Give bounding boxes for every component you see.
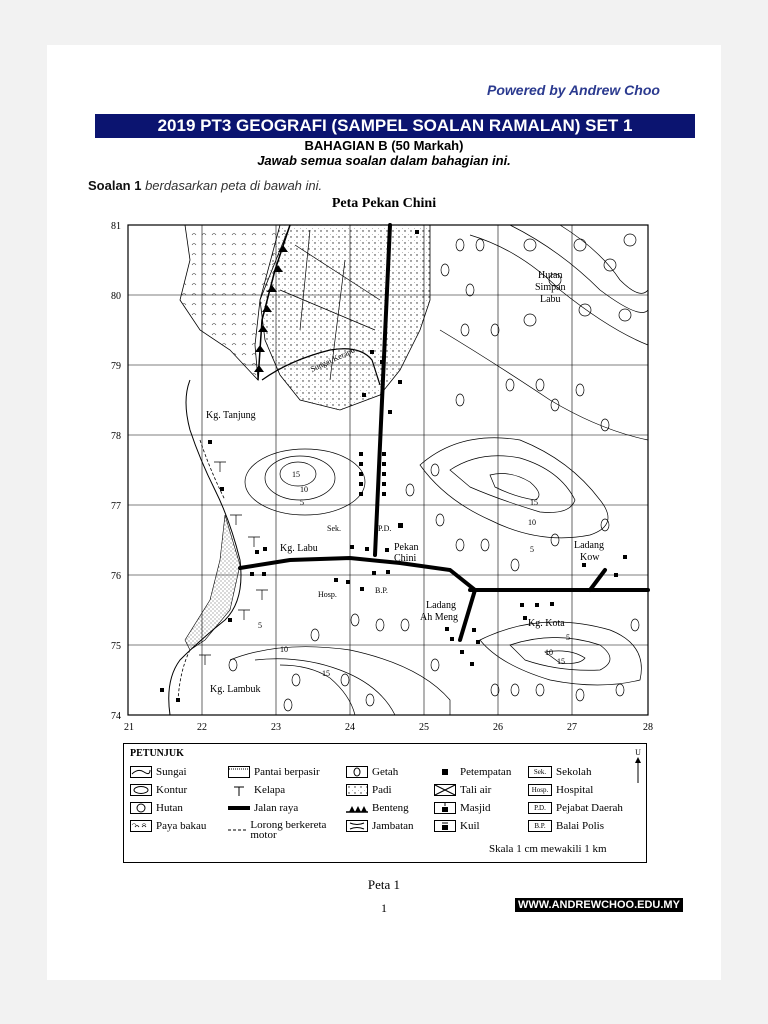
contour-icon <box>130 784 152 796</box>
label-hutan-simpan-labu: Simpan <box>535 282 566 293</box>
easting-label: 27 <box>567 722 577 733</box>
legend-item <box>528 784 593 796</box>
northing-label: 76 <box>111 571 121 582</box>
north-arrow <box>632 748 644 784</box>
label-district-office: P.D. <box>378 524 392 533</box>
paddy-icon <box>346 784 368 796</box>
question-number: Soalan 1 <box>88 178 142 193</box>
legend-item <box>130 784 187 796</box>
temple-icon <box>434 820 456 832</box>
legend-label: Jambatan <box>372 820 414 832</box>
contour-value: 15 <box>292 470 300 479</box>
legend-label: Balai Polis <box>556 820 604 832</box>
contour-value: 15 <box>530 498 538 507</box>
river-label: Sungai Kerapu <box>309 345 357 374</box>
legend-title: PETUNJUK <box>130 748 184 759</box>
label-pekan-chini: Chini <box>394 553 417 564</box>
mangrove-icon <box>130 820 152 832</box>
motor-track-icon <box>228 824 246 836</box>
legend-label: Kontur <box>156 784 188 796</box>
label-hutan-simpan-labu: Hutan <box>538 270 563 281</box>
legend-label: Petempatan <box>460 766 512 778</box>
label-ladang-ah-meng: Ah Meng <box>420 612 459 623</box>
legend-item <box>346 802 409 814</box>
legend-item <box>228 820 338 840</box>
legend-item <box>528 802 623 814</box>
district-office-icon: P.D. <box>528 802 552 814</box>
north-arrow-icon <box>632 757 644 783</box>
page-number: 1 <box>381 901 387 915</box>
northing-label: 78 <box>111 431 121 442</box>
easting-labels <box>124 722 653 733</box>
contour-value: 15 <box>322 669 330 678</box>
map-scale: Skala 1 cm mewakili 1 km <box>489 843 607 855</box>
legend-label: Kelapa <box>254 784 286 796</box>
school-icon: Sek. <box>528 766 552 778</box>
sandy-beach-icon <box>228 766 250 778</box>
settlement-icon <box>434 766 456 778</box>
contour-value: 5 <box>566 633 570 642</box>
easting-label: 26 <box>493 722 503 733</box>
legend-label: Sungai <box>156 766 187 778</box>
northing-label: 81 <box>111 221 121 232</box>
mosque-icon <box>434 802 456 814</box>
legend-item <box>434 820 480 832</box>
easting-label: 25 <box>419 722 429 733</box>
label-kg-labu: Kg. Labu <box>280 543 318 554</box>
contour-value: 10 <box>528 518 536 527</box>
legend-label: Benteng <box>372 802 409 814</box>
legend-label: Masjid <box>460 802 491 814</box>
legend-label: Lorong berkereta motor <box>250 819 327 841</box>
legend-item <box>434 802 491 814</box>
legend-item <box>528 766 591 778</box>
legend-label: Kuil <box>460 820 480 832</box>
northing-label: 75 <box>111 641 121 652</box>
legend-item <box>130 766 187 778</box>
easting-label: 21 <box>124 722 134 733</box>
question-text: berdasarkan peta di bawah ini. <box>141 178 323 193</box>
northing-labels <box>111 221 121 722</box>
label-police-station: B.P. <box>375 586 388 595</box>
rubber-tree-icon <box>346 766 368 778</box>
legend-item <box>434 784 491 796</box>
legend-item <box>130 802 183 814</box>
instruction-text: Jawab semua soalan dalam bahagian ini. <box>257 153 511 168</box>
label-kg-lambuk: Kg. Lambuk <box>210 684 261 695</box>
legend-label: Hutan <box>156 802 183 814</box>
irrigation-icon <box>434 784 456 796</box>
contour-value: 10 <box>545 648 553 657</box>
coconut-icon <box>228 784 250 796</box>
northing-label: 80 <box>111 291 121 302</box>
contour-value: 10 <box>300 485 308 494</box>
label-pekan-chini: Pekan <box>394 542 419 553</box>
legend-item <box>346 784 392 796</box>
legend-item <box>434 766 511 778</box>
legend-label: Pantai berpasir <box>254 766 320 778</box>
label-kg-kota: Kg. Kota <box>528 618 565 629</box>
hospital-icon: Hosp. <box>528 784 552 796</box>
northing-label: 77 <box>111 501 121 512</box>
legend-label: Pejabat Daerah <box>556 802 623 814</box>
legend-item <box>228 784 285 796</box>
embankment-icon <box>346 802 368 814</box>
main-road-icon <box>228 802 250 814</box>
contour-value: 5 <box>258 621 262 630</box>
map-title: Peta Pekan Chini <box>331 196 437 211</box>
legend-item <box>528 820 604 832</box>
contour-value: 5 <box>530 545 534 554</box>
exam-title-banner: 2019 PT3 GEOGRAFI (SAMPEL SOALAN RAMALAN) SET 1 <box>95 114 695 138</box>
label-ladang-kow: Ladang <box>574 540 604 551</box>
label-hutan-simpan-labu: Labu <box>540 294 561 305</box>
label-school: Sek. <box>327 524 341 533</box>
contour-value: 10 <box>280 645 288 654</box>
legend-label: Tali air <box>460 784 492 796</box>
legend-item <box>228 802 298 814</box>
easting-label: 22 <box>197 722 207 733</box>
contour-value: 5 <box>300 498 304 507</box>
contour-value: 15 <box>557 657 565 666</box>
legend-label: Paya bakau <box>156 820 207 832</box>
forest-icon <box>130 802 152 814</box>
section-heading: BAHAGIAN B (50 Markah) <box>304 138 464 153</box>
label-hospital: Hosp. <box>318 590 337 599</box>
bridge-icon <box>346 820 368 832</box>
label-ladang-kow: Kow <box>580 552 600 563</box>
legend-item <box>228 766 320 778</box>
north-arrow-label: U <box>635 748 641 757</box>
map-legend <box>123 743 647 863</box>
legend-label: Padi <box>372 784 392 796</box>
northing-label: 79 <box>111 361 121 372</box>
legend-label: Getah <box>372 766 399 778</box>
river-icon <box>130 766 152 778</box>
legend-item <box>346 766 398 778</box>
easting-label: 24 <box>345 722 355 733</box>
legend-item <box>130 820 206 832</box>
easting-label: 28 <box>643 722 653 733</box>
police-station-icon: B.P. <box>528 820 552 832</box>
legend-label: Jalan raya <box>254 802 299 814</box>
website-link[interactable]: WWW.ANDREWCHOO.EDU.MY <box>515 898 683 912</box>
legend-item <box>346 820 414 832</box>
figure-caption: Peta 1 <box>367 877 401 892</box>
label-kg-tanjung: Kg. Tanjung <box>206 410 256 421</box>
legend-label: Hospital <box>556 784 594 796</box>
legend-label: Sekolah <box>556 766 592 778</box>
northing-label: 74 <box>111 711 121 722</box>
easting-label: 23 <box>271 722 281 733</box>
label-ladang-ah-meng: Ladang <box>426 600 456 611</box>
powered-by-credit: Powered by Andrew Choo <box>487 82 660 98</box>
